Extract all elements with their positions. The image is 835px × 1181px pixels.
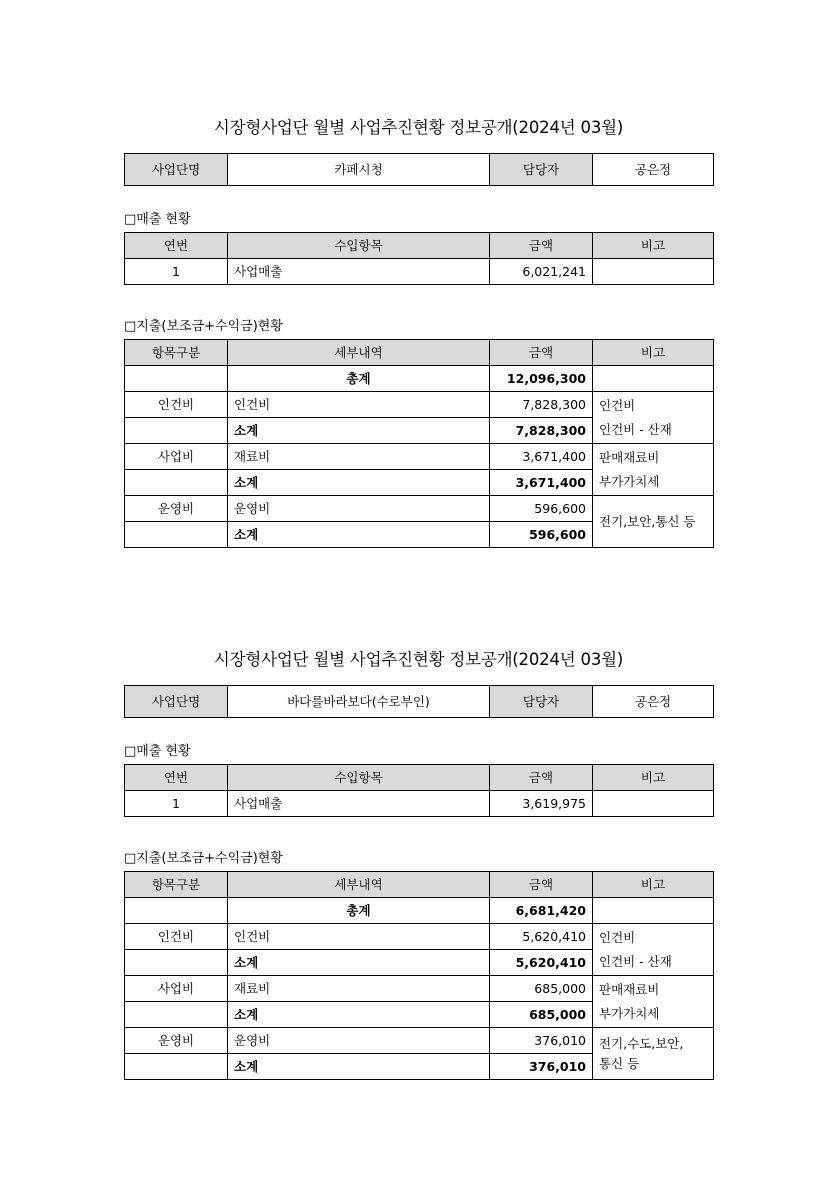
memo-line: 부가가치세 — [599, 1005, 660, 1021]
header-amount: 금액 — [490, 872, 593, 898]
expense-memo — [593, 924, 714, 976]
subtotal-amount: 5,620,410 — [490, 950, 593, 976]
expense-memo — [593, 1028, 714, 1080]
org-name: 카페시청 — [228, 154, 490, 186]
total-label: 총계 — [228, 898, 490, 924]
org-label: 사업단명 — [125, 686, 228, 718]
header-note: 비고 — [593, 872, 714, 898]
memo-line: 부가가치세 — [599, 473, 660, 489]
expense-amount: 596,600 — [490, 496, 593, 522]
expense-row — [125, 392, 714, 418]
manager-name: 공은정 — [593, 686, 714, 718]
header-amount: 금액 — [490, 233, 593, 259]
row-note — [593, 791, 714, 817]
sales-section-label: □매출 현황 — [124, 744, 191, 759]
row-no: 1 — [125, 259, 228, 285]
sales-table — [124, 232, 714, 285]
subtotal-label: 소계 — [228, 950, 490, 976]
manager-label: 담당자 — [490, 154, 593, 186]
header-category: 항목구분 — [125, 340, 228, 366]
table-row — [125, 259, 714, 285]
memo-line: 전기,보안,통신 등 — [599, 513, 696, 529]
expense-detail: 운영비 — [228, 1028, 490, 1054]
expense-table — [124, 871, 714, 1080]
report-title: 시장형사업단 월별 사업추진현황 정보공개(2024년 03월) — [213, 650, 624, 669]
header-note: 비고 — [593, 340, 714, 366]
expense-category: 운영비 — [125, 496, 228, 522]
header-category: 항목구분 — [125, 872, 228, 898]
expense-category: 인건비 — [125, 924, 228, 950]
header-amount: 금액 — [490, 765, 593, 791]
subtotal-amount: 3,671,400 — [490, 470, 593, 496]
subtotal-empty-cell — [125, 470, 228, 496]
subtotal-amount: 596,600 — [490, 522, 593, 548]
sales-section-label: □매출 현황 — [124, 212, 191, 227]
row-amount: 3,619,975 — [490, 791, 593, 817]
report-cafe — [124, 113, 713, 548]
expense-memo — [593, 444, 714, 496]
expense-row — [125, 1028, 714, 1054]
expense-section-label: □지출(보조금+수익금)현황 — [124, 319, 283, 334]
header-no: 연번 — [125, 765, 228, 791]
report-section — [124, 113, 713, 548]
manager-label: 담당자 — [490, 686, 593, 718]
expense-category: 사업비 — [125, 976, 228, 1002]
expense-amount: 7,828,300 — [490, 392, 593, 418]
expense-category: 운영비 — [125, 1028, 228, 1054]
org-info-table — [124, 685, 714, 718]
report-sea — [124, 645, 713, 1080]
org-label: 사업단명 — [125, 154, 228, 186]
expense-memo — [593, 392, 714, 444]
row-amount: 6,021,241 — [490, 259, 593, 285]
memo-line: 인건비 — [599, 397, 636, 413]
total-note — [593, 366, 714, 392]
row-note — [593, 259, 714, 285]
total-amount: 12,096,300 — [490, 366, 593, 392]
total-empty-cell — [125, 898, 228, 924]
expense-category: 사업비 — [125, 444, 228, 470]
total-row — [125, 366, 714, 392]
total-row — [125, 898, 714, 924]
header-no: 연번 — [125, 233, 228, 259]
org-name: 바다를바라보다(수로부인) — [228, 686, 490, 718]
subtotal-amount: 7,828,300 — [490, 418, 593, 444]
subtotal-empty-cell — [125, 522, 228, 548]
report-title: 시장형사업단 월별 사업추진현황 정보공개(2024년 03월) — [213, 118, 624, 137]
header-note: 비고 — [593, 233, 714, 259]
org-info-table — [124, 153, 714, 186]
expense-amount: 3,671,400 — [490, 444, 593, 470]
expense-detail: 인건비 — [228, 924, 490, 950]
table-row — [125, 791, 714, 817]
expense-amount: 376,010 — [490, 1028, 593, 1054]
memo-line: 판매재료비 — [599, 981, 660, 997]
subtotal-empty-cell — [125, 950, 228, 976]
subtotal-amount: 376,010 — [490, 1054, 593, 1080]
header-amount: 금액 — [490, 340, 593, 366]
expense-detail: 운영비 — [228, 496, 490, 522]
expense-category: 인건비 — [125, 392, 228, 418]
subtotal-empty-cell — [125, 1002, 228, 1028]
header-note: 비고 — [593, 765, 714, 791]
memo-line: 판매재료비 — [599, 449, 660, 465]
expense-memo — [593, 496, 714, 548]
header-detail: 세부내역 — [228, 872, 490, 898]
manager-name: 공은정 — [593, 154, 714, 186]
sales-table — [124, 764, 714, 817]
subtotal-label: 소계 — [228, 418, 490, 444]
subtotal-amount: 685,000 — [490, 1002, 593, 1028]
subtotal-label: 소계 — [228, 1002, 490, 1028]
subtotal-label: 소계 — [228, 470, 490, 496]
expense-detail: 재료비 — [228, 976, 490, 1002]
expense-row — [125, 444, 714, 470]
total-amount: 6,681,420 — [490, 898, 593, 924]
expense-row — [125, 496, 714, 522]
expense-amount: 5,620,410 — [490, 924, 593, 950]
subtotal-empty-cell — [125, 1054, 228, 1080]
memo-line: 전기,수도,보안, — [599, 1035, 684, 1051]
expense-row — [125, 976, 714, 1002]
expense-table — [124, 339, 714, 548]
memo-line: 인건비 — [599, 929, 636, 945]
memo-line: 인건비 - 산재 — [599, 421, 672, 437]
row-item: 사업매출 — [228, 259, 490, 285]
total-label: 총계 — [228, 366, 490, 392]
row-item: 사업매출 — [228, 791, 490, 817]
row-no: 1 — [125, 791, 228, 817]
expense-memo — [593, 976, 714, 1028]
subtotal-empty-cell — [125, 418, 228, 444]
expense-detail: 인건비 — [228, 392, 490, 418]
header-detail: 세부내역 — [228, 340, 490, 366]
expense-detail: 재료비 — [228, 444, 490, 470]
subtotal-label: 소계 — [228, 522, 490, 548]
expense-amount: 685,000 — [490, 976, 593, 1002]
expense-section-label: □지출(보조금+수익금)현황 — [124, 851, 283, 866]
header-income-item: 수입항목 — [228, 233, 490, 259]
memo-line: 통신 등 — [599, 1055, 640, 1071]
header-income-item: 수입항목 — [228, 765, 490, 791]
expense-row — [125, 924, 714, 950]
subtotal-label: 소계 — [228, 1054, 490, 1080]
memo-line: 인건비 - 산재 — [599, 953, 672, 969]
report-section — [124, 645, 713, 1080]
total-note — [593, 898, 714, 924]
total-empty-cell — [125, 366, 228, 392]
